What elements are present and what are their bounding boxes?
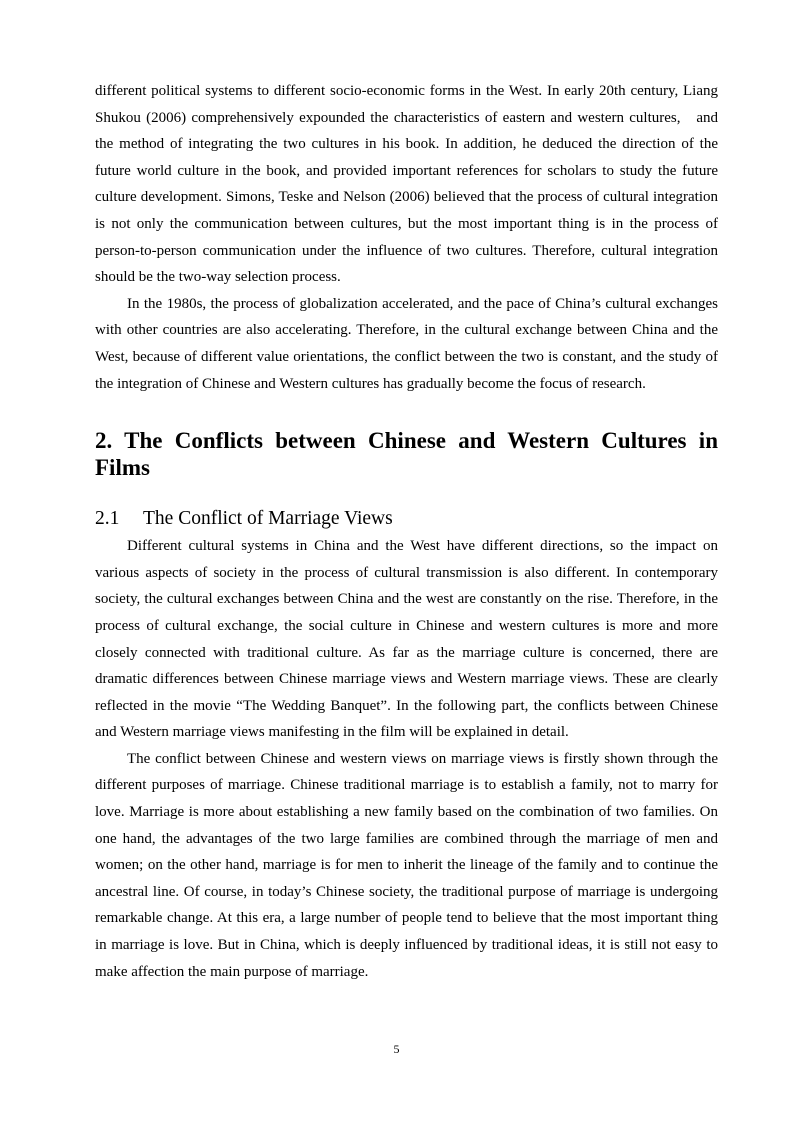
subsection-title: The Conflict of Marriage Views <box>143 508 393 530</box>
body-paragraph: The conflict between Chinese and western views on marriage views is firstly shown through the different purposes of marriage. Chinese traditional marriage is to establish a family, not to marry for love. Marriage is more about establishing a new family based on the combination of two families. On one hand, the advantages of the two large families are combined through the marriage of men and women; on the other hand, marriage is for men to inherit the lineage of the family and to continue the ancestral line. Of course, in today’s Chinese society, the traditional purpose of marriage is undergoing remarkable change. At this era, a large number of people tend to believe that the most important thing in marriage is love. But in China, which is deeply influenced by traditional ideas, it is still not easy to make affection the main purpose of marriage. <box>95 750 718 980</box>
section-heading: 2. The Conflicts between Chinese and Western Cultures in Films <box>95 428 718 481</box>
body-paragraph: In the 1980s, the process of globalization accelerated, and the pace of China’s cultural exchanges with other countries are also accelerating. Therefore, in the cultural exchange between China and the West, because of different value orientations, the conflict between the two is constant, and the study of the integration of Chinese and Western cultures has gradually become the focus of research. <box>95 295 718 392</box>
page-number: 5 <box>393 1042 400 1056</box>
subsection-heading <box>95 505 718 533</box>
body-paragraph: Different cultural systems in China and the West have different directions, so the impact on various aspects of society in the process of cultural transmission is also different. In contemporary society, the cultural exchanges between China and the west are constantly on the rise. Therefore, in the process of cultural exchange, the social culture in Chinese and western cultures is more and more closely connected with traditional culture. As far as the marriage culture is concerned, there are dramatic differences between Chinese marriage views and Western marriage views. These are clearly reflected in the movie “The Wedding Banquet”. In the following part, the conflicts between Chinese and Western marriage views manifesting in the film will be explained in detail. <box>95 538 718 741</box>
subsection-number: 2.1 <box>95 508 120 530</box>
body-paragraph: different political systems to different socio-economic forms in the West. In early 20th century, Liang Shukou (2006) comprehensively expounded the characteristics of eastern and western cultures, and the method of integrating the two cultures in his book. In addition, he deduced the direction of the future world culture in the book, and provided important references for scholars to study the future culture development. Simons, Teske and Nelson (2006) believed that the process of cultural integration is not only the communication between cultures, but the most important thing is in the process of person-to-person communication under the influence of two cultures. Therefore, cultural integration should be the two-way selection process. <box>95 83 718 286</box>
document-page <box>95 78 718 985</box>
